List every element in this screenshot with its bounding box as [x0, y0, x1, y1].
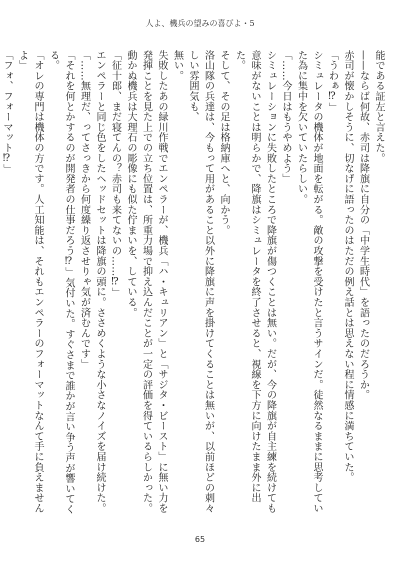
- paragraph: 「オレの専門は機体の方です。人工知能は、それもエンペラーのフォーマットなんて手に負えませんよ」: [16, 50, 43, 514]
- paragraph: 「うわぁ⁉」: [326, 50, 338, 113]
- paragraph: 「……無理だ、ってさっきから何度繰り返させりゃ気が済むんです」: [78, 50, 90, 370]
- paragraph: ——ならば何故、赤司は降旗に自分の「中学生時代」を語ったのだろうか。: [357, 50, 369, 401]
- paragraph: シミュレータの機体が地面を転がる。敵の攻撃を受けたと言うサインだ。徒然なるままに思考していた為に集中を欠いていたらしい。: [295, 50, 322, 514]
- paragraph: エンペラーと同じ色をしたヘッドセットは降旗の頭に。ささめくような小さなノイズを届け続けた。: [94, 50, 105, 514]
- page-number: 65: [194, 535, 206, 544]
- paragraph: 洛山隊の兵達は、今もって用があること以外に降旗に声を掛けてくることは無いが、以前ほどの刺々しい雰囲気も、: [187, 50, 214, 514]
- paragraph: 「フォ、フォーマット⁉」: [1, 50, 12, 175]
- paragraph: 動かぬ機兵は大理石の彫像にも似た佇まいを、している。: [125, 50, 136, 318]
- body-text: [1, 50, 386, 520]
- paragraph: 「それを何とかするのが開発者の仕事だろう⁉」気付いた。すぐさまで誰かが言い争う声が響いてくる。: [47, 50, 74, 515]
- paragraph: そして、その足は格納庫へと、向かう。: [218, 50, 229, 236]
- paragraph: 失敗したあの緑川作戦でエンペラーが、機兵「ハ・キュリアン」と「サジタ・ビースト」に無い力を発揮ことを見た上での立ち位置は、所重力場で抑え込んだことが一定の評価を得ているらしかった。: [140, 50, 167, 514]
- paragraph: 「征十郎、まだ寝てんの？赤司も来てないの……⁉」: [109, 50, 121, 299]
- paragraph: 「……今日はもうやめよう」: [280, 50, 291, 184]
- paragraph: 赤司が懐かしそうに、切なげに語ったのはただの例え話とは思えない程に情感に満ちていた。: [342, 50, 353, 483]
- paragraph: 無い。: [171, 50, 183, 81]
- running-head: 人よ、機兵の望みの喜びよ・5: [145, 19, 255, 28]
- paragraph: シミュレーションに失敗したところで降旗が傷つくことは無い。だが、今の降旗が自主練を続けても意味がないことは明らかで、降旗はシミュレータを終了させると、視線を下方に向けたまま外に出た。: [233, 50, 276, 514]
- paragraph: 能である証左と言えた。: [373, 50, 384, 164]
